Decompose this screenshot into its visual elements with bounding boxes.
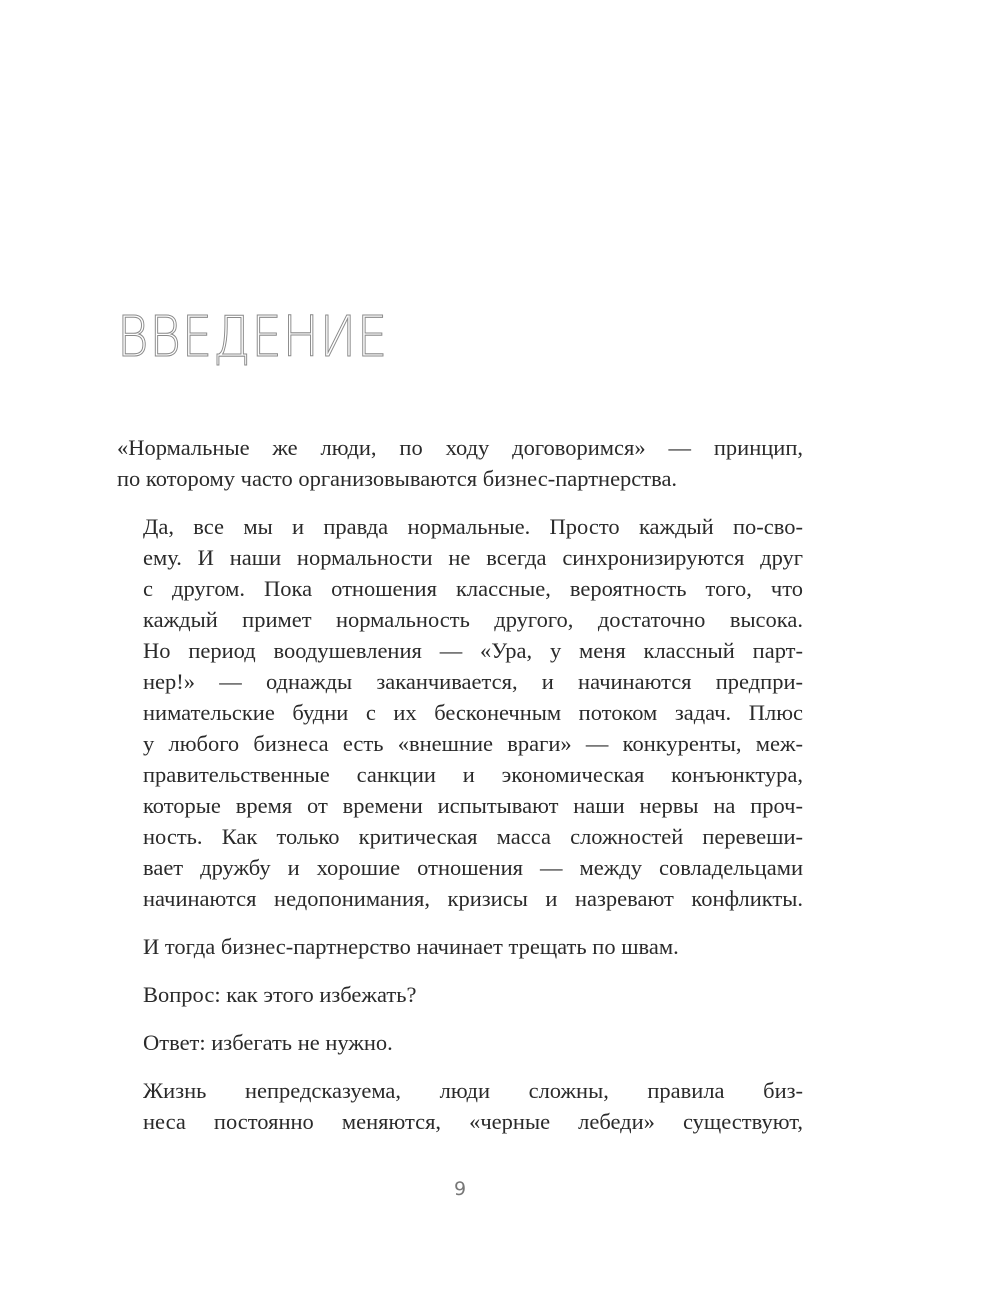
text-line: ему. И наши нормальности не всегда синхронизируются друг — [143, 545, 803, 570]
text-line: нер!» — однажды заканчивается, и начинаются предпри- — [143, 669, 803, 694]
text-line: каждый примет нормальность другого, достаточно высока. — [143, 607, 803, 632]
page-number — [117, 1178, 803, 1200]
text-line: начинаются недопонимания, кризисы и назревают конфликты. — [143, 886, 803, 911]
chapter-title: ВВЕДЕНИЕ — [117, 305, 389, 370]
text-line: которые время от времени испытывают наши нервы на проч- — [143, 793, 803, 818]
text-line: Жизнь непредсказуема, люди сложны, правила биз- — [143, 1078, 803, 1103]
text-line: вает дружбу и хорошие отношения — между совладельцами — [143, 855, 803, 880]
paragraph-5 — [117, 1027, 803, 1058]
paragraph-6 — [117, 1075, 803, 1137]
paragraph-4 — [117, 979, 803, 1010]
paragraph-2 — [117, 511, 803, 914]
paragraph-1 — [117, 432, 803, 494]
text-line: Вопрос: как этого избежать? — [143, 982, 417, 1007]
text-line: с другом. Пока отношения классные, вероятность того, что — [143, 576, 803, 601]
text-line: нимательские будни с их бесконечным потоком задач. Плюс — [143, 700, 803, 725]
paragraph-3 — [117, 931, 803, 962]
page-number-value: 9 — [453, 1178, 467, 1200]
body-text — [117, 432, 803, 1154]
text-line: Но период воодушевления — «Ура, у меня классный парт- — [143, 638, 803, 663]
text-line: «Нормальные же люди, по ходу договоримся» — принцип, — [117, 435, 803, 460]
text-line: неса постоянно меняются, «черные лебеди» существуют, — [143, 1109, 803, 1134]
text-line: Да, все мы и правда нормальные. Просто каждый по-сво- — [143, 514, 803, 539]
text-line: у любого бизнеса есть «внешние враги» — конкуренты, меж- — [143, 731, 803, 756]
text-line: по которому часто организовываются бизнес-партнерства. — [117, 466, 678, 491]
book-page — [117, 0, 803, 1315]
text-line: ность. Как только критическая масса сложностей перевеши- — [143, 824, 803, 849]
text-line: правительственные санкции и экономическая конъюнктура, — [143, 762, 803, 787]
text-line: И тогда бизнес-партнерство начинает трещать по швам. — [143, 934, 679, 959]
text-line: Ответ: избегать не нужно. — [143, 1030, 393, 1055]
